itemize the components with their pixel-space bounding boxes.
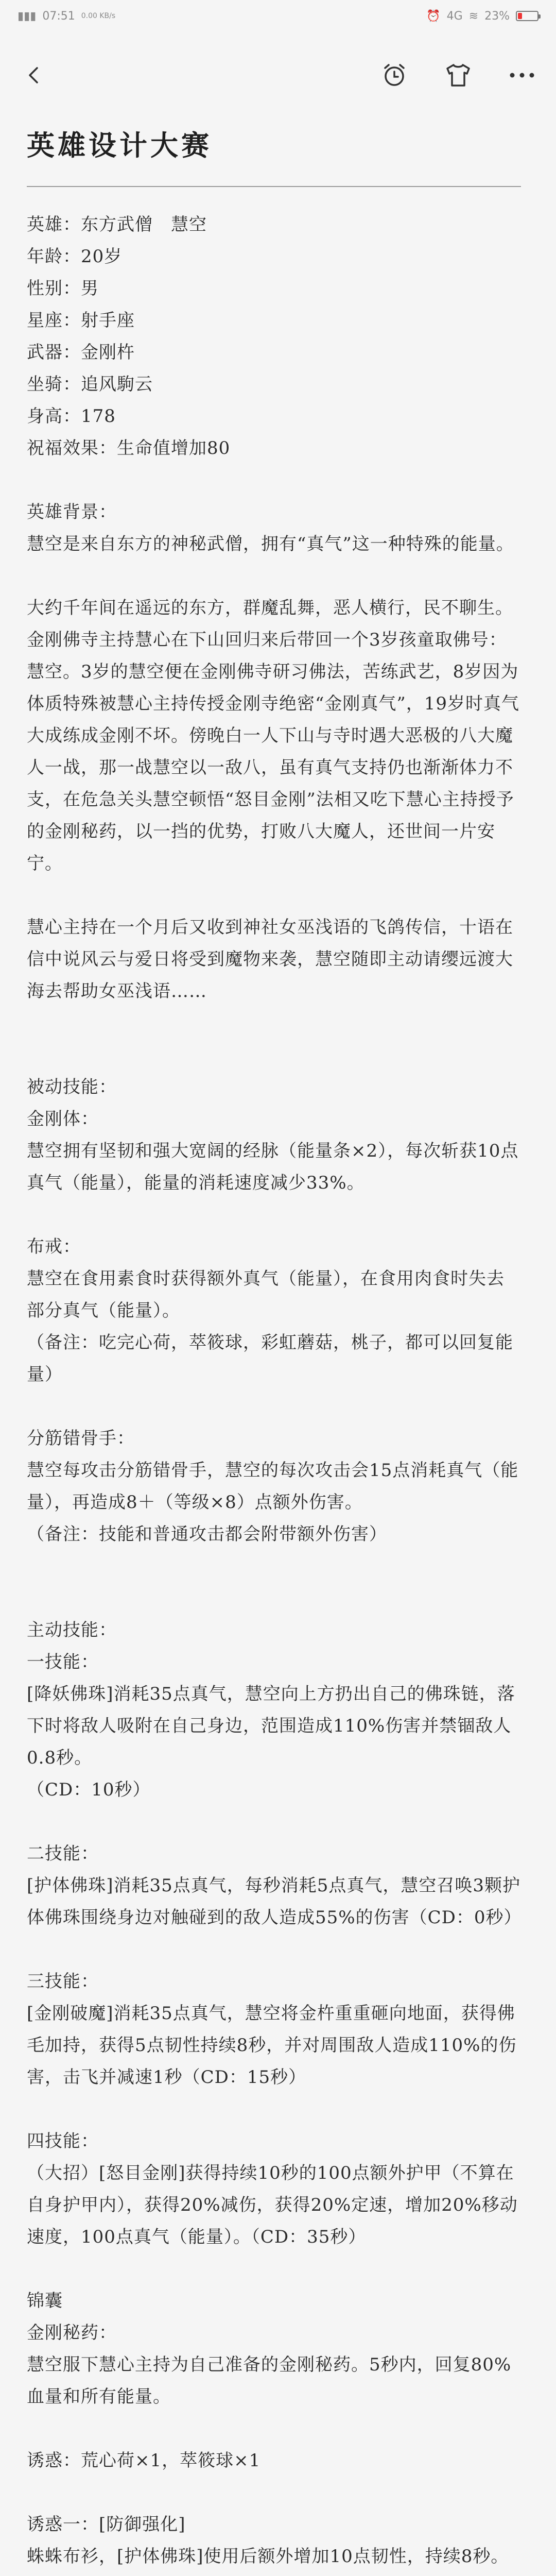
network-label: 4G [446, 9, 463, 23]
reminder-button[interactable] [379, 60, 410, 91]
theme-button[interactable] [443, 60, 474, 91]
alarm-status-icon: ⏰ [426, 9, 441, 23]
note-line: （CD：10秒） [27, 1780, 151, 1800]
blank-line [27, 560, 521, 592]
note-line: [金刚破魔]消耗35点真气，慧空将金杵重重砸向地面，获得佛毛加持，获得5点韧性持续8秒，并对周围敌人造成110%的伤害，击飞并减速1秒（CD：15秒） [27, 2003, 517, 2088]
chevron-left-icon [24, 65, 44, 86]
blank-line [27, 2093, 521, 2125]
note-line: 慧空拥有坚韧和强大宽阔的经脉（能量条×2），每次斩获10点真气（能量），能量的消耗速度减少33%。 [27, 1141, 519, 1193]
blank-line [27, 1391, 521, 1422]
blank-line [27, 1039, 521, 1071]
note-line: 性别：男 [27, 278, 99, 299]
battery-icon [516, 11, 538, 21]
blank-line [27, 1806, 521, 1838]
note-line: 祝福效果：生命值增加80 [27, 438, 231, 459]
blank-line [27, 2253, 521, 2285]
signal-icon: ▮▮▮ [18, 9, 37, 23]
blank-line [27, 1934, 521, 1965]
status-left [18, 10, 115, 23]
note-line: （备注：吃完心荷，萃筱球，彩虹蘑菇，桃子，都可以回复能量） [27, 1332, 513, 1385]
tshirt-icon [444, 62, 472, 88]
note-content[interactable] [27, 124, 521, 2576]
status-time: 07:51 [42, 9, 75, 23]
more-button[interactable] [507, 60, 537, 91]
note-line: 慧空是来自东方的神秘武僧，拥有“真气”这一种特殊的能量。 [27, 534, 514, 554]
note-line: （大招）[怒目金刚]获得持续10秒的100点额外护甲（不算在自身护甲内），获得20%减伤，获得20%定速，增加20%移动速度，100点真气（能量）。（CD：35秒） [27, 2163, 518, 2247]
note-line: 大约千年间在遥远的东方，群魔乱舞，恶人横行，民不聊生。金刚佛寺主持慧心在下山回归来后带回一个3岁孩童取佛号：慧空。3岁的慧空便在金刚佛寺研习佛法，苦练武艺，8岁因为体质特殊被慧心主持传授金刚寺绝密“金刚真气”，19岁时真气大成练成金刚不坏。傍晚白一人下山与寺时遇大恶极的八大魔人一战，那一战慧空以一敌八，虽有真气支持仍也渐渐体力不支，在危急关头慧空顿悟“怒目金刚”法相又吃下慧心主持授予的金刚秘药，以一挡的优势，打败八大魔人，还世间一片安宁。 [27, 598, 520, 874]
note-line: 一技能： [27, 1652, 99, 1672]
title-divider [27, 186, 521, 187]
note-line: 坐骑：追风駒云 [27, 374, 153, 395]
blank-line [27, 2477, 521, 2509]
note-line: 诱惑：荒心荷×1，萃筱球×1 [27, 2450, 261, 2471]
more-dots-icon [509, 72, 535, 79]
blank-line [27, 1199, 521, 1231]
note-line: （备注：技能和普通攻击都会附带额外伤害） [27, 1524, 387, 1545]
blank-line [27, 464, 521, 496]
note-line: 星座：射手座 [27, 310, 135, 331]
blank-line [27, 1550, 521, 1582]
alarm-clock-icon [381, 62, 408, 89]
toolbar-actions [379, 60, 537, 91]
note-line: [降妖佛珠]消耗35点真气，慧空向上方扔出自己的佛珠链，落下时将敌人吸附在自己身边，范围造成110%伤害并禁锢敌人0.8秒。 [27, 1684, 515, 1768]
note-body [27, 209, 521, 2576]
blank-line [27, 1007, 521, 1039]
note-line: 慧空每攻击分筋错骨手，慧空的每次攻击会15点消耗真气（能量），再造成8＋（等级×8）点额外伤害。 [27, 1460, 519, 1513]
back-button[interactable] [19, 60, 49, 91]
note-toolbar [0, 49, 556, 101]
note-line: 分筋错骨手： [27, 1428, 135, 1449]
note-line: 慧空服下慧心主持为自己准备的金刚秘药。5秒内，回复80%血量和所有能量。 [27, 2354, 512, 2407]
blank-line [27, 879, 521, 911]
status-bar [0, 0, 556, 32]
note-line: 武器：金刚杵 [27, 342, 135, 363]
status-speed: 0.00 KB/s [81, 12, 116, 20]
note-line: 金刚秘药： [27, 2323, 117, 2343]
note-line: 慧空在食用素食时获得额外真气（能量），在食用肉食时失去部分真气（能量）。 [27, 1268, 505, 1321]
note-line: [护体佛珠]消耗35点真气，每秒消耗5点真气，慧空召唤3颗护体佛珠围绕身边对触碰到的敌人造成55%的伤害（CD：0秒） [27, 1875, 522, 1928]
note-line: 锦囊 [27, 2291, 63, 2311]
note-line: 金刚体： [27, 1109, 99, 1129]
note-line: 慧心主持在一个月后又收到神社女巫浅语的飞鸽传信，十语在信中说风云与爱日将受到魔物来袭，慧空随即主动请缨远渡大海去帮助女巫浅语…… [27, 917, 513, 1002]
note-line: 诱惑一：[防御强化] [27, 2514, 186, 2535]
note-line: 布戒： [27, 1236, 81, 1257]
wifi-icon: ≋ [468, 9, 479, 23]
note-line: 被动技能： [27, 1077, 117, 1097]
note-line: 英雄背景： [27, 502, 117, 522]
note-line: 蛛蛛布衫，[护体佛珠]使用后额外增加10点韧性，持续8秒。 [27, 2546, 509, 2567]
blank-line [27, 1582, 521, 1614]
note-line: 主动技能： [27, 1620, 117, 1640]
blank-line [27, 2413, 521, 2445]
note-line: 身高：178 [27, 406, 116, 427]
note-line: 三技能： [27, 1971, 99, 1992]
note-line: 二技能： [27, 1843, 99, 1864]
note-title: 英雄设计大赛 [27, 129, 212, 162]
status-right [426, 10, 538, 23]
note-line: 年龄：20岁 [27, 246, 123, 267]
battery-fill [518, 13, 522, 19]
battery-percent: 23% [484, 9, 510, 23]
note-line: 英雄：东方武僧 慧空 [27, 214, 207, 235]
blank-line [27, 2572, 521, 2576]
note-line: 四技能： [27, 2131, 99, 2151]
